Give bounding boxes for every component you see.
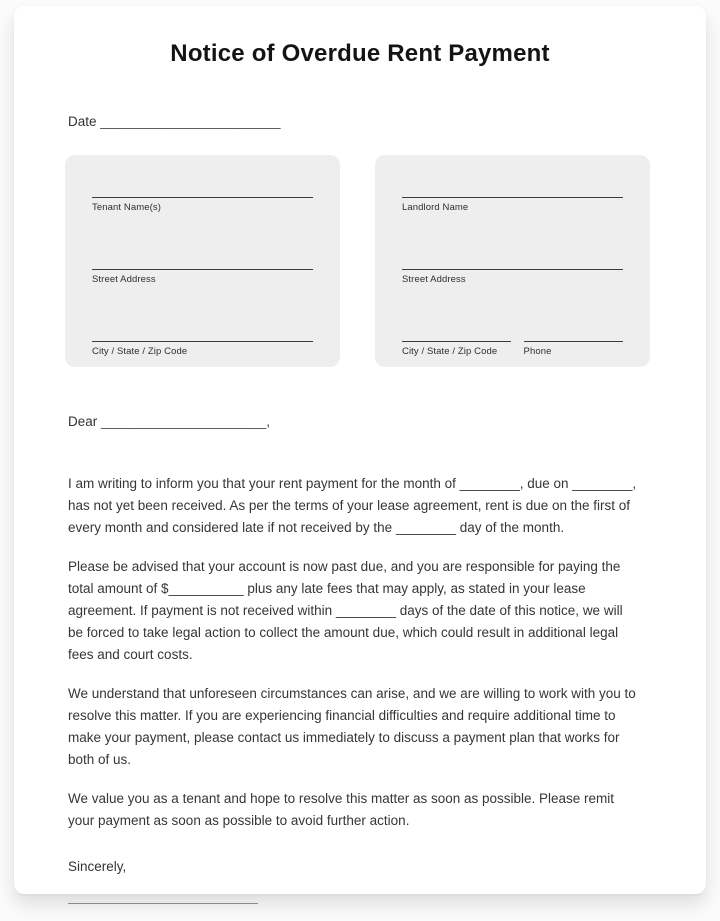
body-paragraph-4: We value you as a tenant and hope to resolve this matter as soon as possible. Please remit your payment as soon as possible to avoid further action. xyxy=(68,791,615,828)
closing-text: Sincerely, xyxy=(68,859,127,874)
tenant-name-input-line[interactable] xyxy=(92,197,313,198)
salutation-comma: , xyxy=(266,414,270,429)
landlord-street-label: Street Address xyxy=(402,274,466,285)
tenant-city-input-line[interactable] xyxy=(92,341,313,342)
document-page xyxy=(14,6,706,894)
landlord-city-label: City / State / Zip Code xyxy=(402,346,498,357)
salutation-row xyxy=(68,414,676,429)
signature-line[interactable] xyxy=(68,903,258,904)
landlord-city-input-line[interactable] xyxy=(402,341,511,342)
tenant-city-field xyxy=(92,341,313,357)
landlord-phone-input-line[interactable] xyxy=(524,341,623,342)
landlord-name-input-line[interactable] xyxy=(402,197,623,198)
landlord-info-box xyxy=(375,155,650,367)
landlord-street-field xyxy=(402,269,623,285)
date-row xyxy=(68,114,676,129)
landlord-phone-label: Phone xyxy=(523,346,552,357)
salutation-blank-line[interactable]: ______________________ xyxy=(101,414,267,429)
tenant-street-input-line[interactable] xyxy=(92,269,313,270)
date-label: Date xyxy=(68,114,97,129)
date-blank-line[interactable]: ________________________ xyxy=(100,114,281,129)
body-paragraph-3: We understand that unforeseen circumstances can arise, and we are willing to work with you to resolve this matter. If you are experiencing financial difficulties and require additional time to make your payment, please contact us immediately to discuss a payment plan that works for both of us. xyxy=(68,686,636,767)
tenant-street-field xyxy=(92,269,313,285)
tenant-name-label: Tenant Name(s) xyxy=(92,202,161,213)
body-paragraph-1: I am writing to inform you that your rent payment for the month of ________, due on ________, has not yet been received. As per the terms of your lease agreement, rent is due on the first of every month and considered late if not received by the ________ day of the month. xyxy=(68,476,637,535)
tenant-name-field xyxy=(92,197,313,213)
address-boxes xyxy=(65,155,676,367)
landlord-city-field xyxy=(402,341,511,357)
body-paragraph-2: Please be advised that your account is now past due, and you are responsible for paying the total amount of $__________ plus any late fees that may apply, as stated in your lease agreement. If payment is not received within ________ days of the date of this notice, we will be forced to take legal action to collect the amount due, which could result in additional legal fees and court costs. xyxy=(68,559,623,662)
landlord-city-phone-row xyxy=(402,341,623,357)
tenant-street-label: Street Address xyxy=(92,274,156,285)
tenant-info-box xyxy=(65,155,340,367)
letter-body xyxy=(68,473,676,832)
page-title: Notice of Overdue Rent Payment xyxy=(170,40,550,67)
landlord-name-field xyxy=(402,197,623,213)
tenant-city-label: City / State / Zip Code xyxy=(92,346,188,357)
landlord-name-label: Landlord Name xyxy=(402,202,469,213)
salutation-label: Dear xyxy=(68,414,98,429)
landlord-street-input-line[interactable] xyxy=(402,269,623,270)
landlord-phone-field xyxy=(524,341,623,357)
